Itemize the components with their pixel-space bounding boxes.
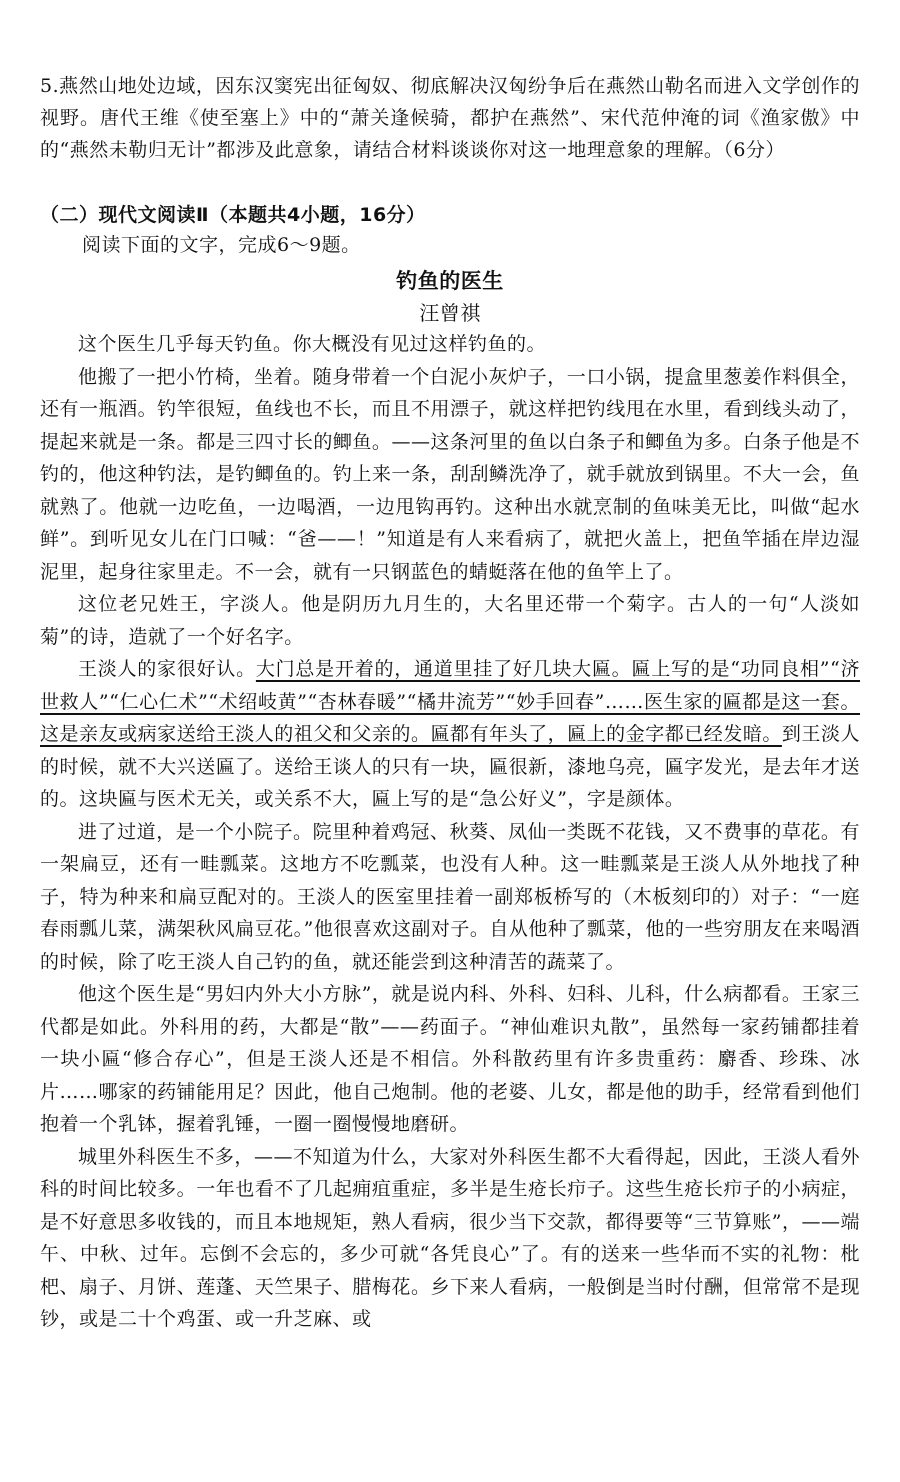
paragraph-1: 这个医生几乎每天钓鱼。你大概没有见过这样钓鱼的。 (78, 333, 547, 355)
paragraph-6: 他这个医生是“男妇内外大小方脉”，就是说内科、外科、妇科、儿科，什么病都看。王家三代都是如此。外科用的药，大都是“散”——药面子。“神仙难识丸散”，虽然每一家药铺都挂着一块小匾“修合存心”，但是王淡人还是不相信。外科散药里有许多贵重药：麝香、珍珠、冰片……哪家的药铺能用足？因此，他自己炮制。他的老婆、儿女，都是他的助手，经常看到他们抱着一个乳钵，握着乳锤，一圈一圈慢慢地磨研。 (40, 983, 860, 1135)
paragraph-4-tail: 到王淡人的时候，就不大兴送匾了。送给王谈人的只有一块，匾很新，漆地乌亮，匾字发光，是去年才送的。这块匾与医术无关，或关系不大，匾上写的是“急公好义”，字是颜体。 (40, 723, 860, 810)
paragraph-7: 城里外科医生不多，——不知道为什么，大家对外科医生都不大看得起，因此，王淡人看外科的时间比较多。一年也看不了几起痈疽重症，多半是生疮长疖子。这些生疮长疖子的小病症，是不好意思多收钱的，而且本地规矩，熟人看病，很少当下交款，都得要等“三节算账”，——端午、中秋、过年。忘倒不会忘的，多少可就“各凭良心”了。有的送来一些华而不实的礼物：枇杷、扇子、月饼、莲蓬、天竺果子、腊梅花。乡下来人看病，一般倒是当时付酬，但常常不是现钞，或是二十个鸡蛋、或一升芝麻、或 (40, 1145, 860, 1330)
paragraph-5: 进了过道，是一个小院子。院里种着鸡冠、秋葵、凤仙一类既不花钱，又不费事的草花。有一架扁豆，还有一畦瓢菜。这地方不吃瓢菜，也没有人种。这一畦瓢菜是王淡人从外地找了种子，特为种来和扁豆配对的。王淡人的医室里挂着一副郑板桥写的（木板刻印的）对子：“一庭春雨瓢儿菜，满架秋风扁豆花。”他很喜欢这副对子。自从他种了瓢菜，他的一些穷朋友在来喝酒的时候，除了吃王淡人自己钓的鱼，就还能尝到这种清苦的蔬菜了。 (40, 820, 860, 973)
underlined-passage: 大门总是开着的，通道里挂了好几块大匾。匾上写的是“功同良相”“济世救人”“仁心仁术”“术绍岐黄”“杏林春暖”“橘井流芳”“妙手回春”……医生家的匾都是这一套。这是亲友或病家送给王淡人的祖父和父亲的。匾都有年头了，匾上的金字都已经发暗。 (40, 658, 860, 745)
section-heading: （二）现代文阅读Ⅱ（本题共4小题，16分） (40, 204, 426, 226)
paragraph-4 (40, 653, 860, 816)
paragraph-4-lead: 王淡人的家很好认。 (78, 658, 256, 680)
article-author: 汪曾祺 (419, 301, 481, 325)
paragraph-3: 这位老兄姓王，字淡人。他是阴历九月生的，大名里还带一个菊字。古人的一句“人淡如菊”的诗，造就了一个好名字。 (40, 593, 860, 648)
question-5: 5.燕然山地处边域，因东汉窦宪出征匈奴、彻底解决汉匈纷争后在燕然山勒名而进入文学创作的视野。唐代王维《使至塞上》中的“萧关逢候骑，都护在燕然”、宋代范仲淹的词《渔家傲》中的“燕然未勒归无计”都涉及此意象，请结合材料谈谈你对这一地理意象的理解。（6分） (40, 75, 860, 161)
article-title: 钓鱼的医生 (396, 269, 504, 293)
section-intro: 阅读下面的文字，完成6～9题。 (82, 234, 361, 256)
paragraph-2: 他搬了一把小竹椅，坐着。随身带着一个白泥小灰炉子，一口小锅，提盒里葱姜作料俱全，还有一瓶酒。钓竿很短，鱼线也不长，而且不用漂子，就这样把钓线甩在水里，看到线头动了，提起来就是一条。都是三四寸长的鲫鱼。——这条河里的鱼以白条子和鲫鱼为多。白条子他是不钓的，他这种钓法，是钓鲫鱼的。钓上来一条，刮刮鳞洗净了，就手就放到锅里。不大一会，鱼就熟了。他就一边吃鱼，一边喝酒，一边甩钩再钓。这种出水就烹制的鱼味美无比，叫做“起水鲜”。到听见女儿在门口喊：“爸——！”知道是有人来看病了，就把火盖上，把鱼竿插在岸边湿泥里，起身往家里走。不一会，就有一只钢蓝色的蜻蜓落在他的鱼竿上了。 (40, 365, 860, 583)
